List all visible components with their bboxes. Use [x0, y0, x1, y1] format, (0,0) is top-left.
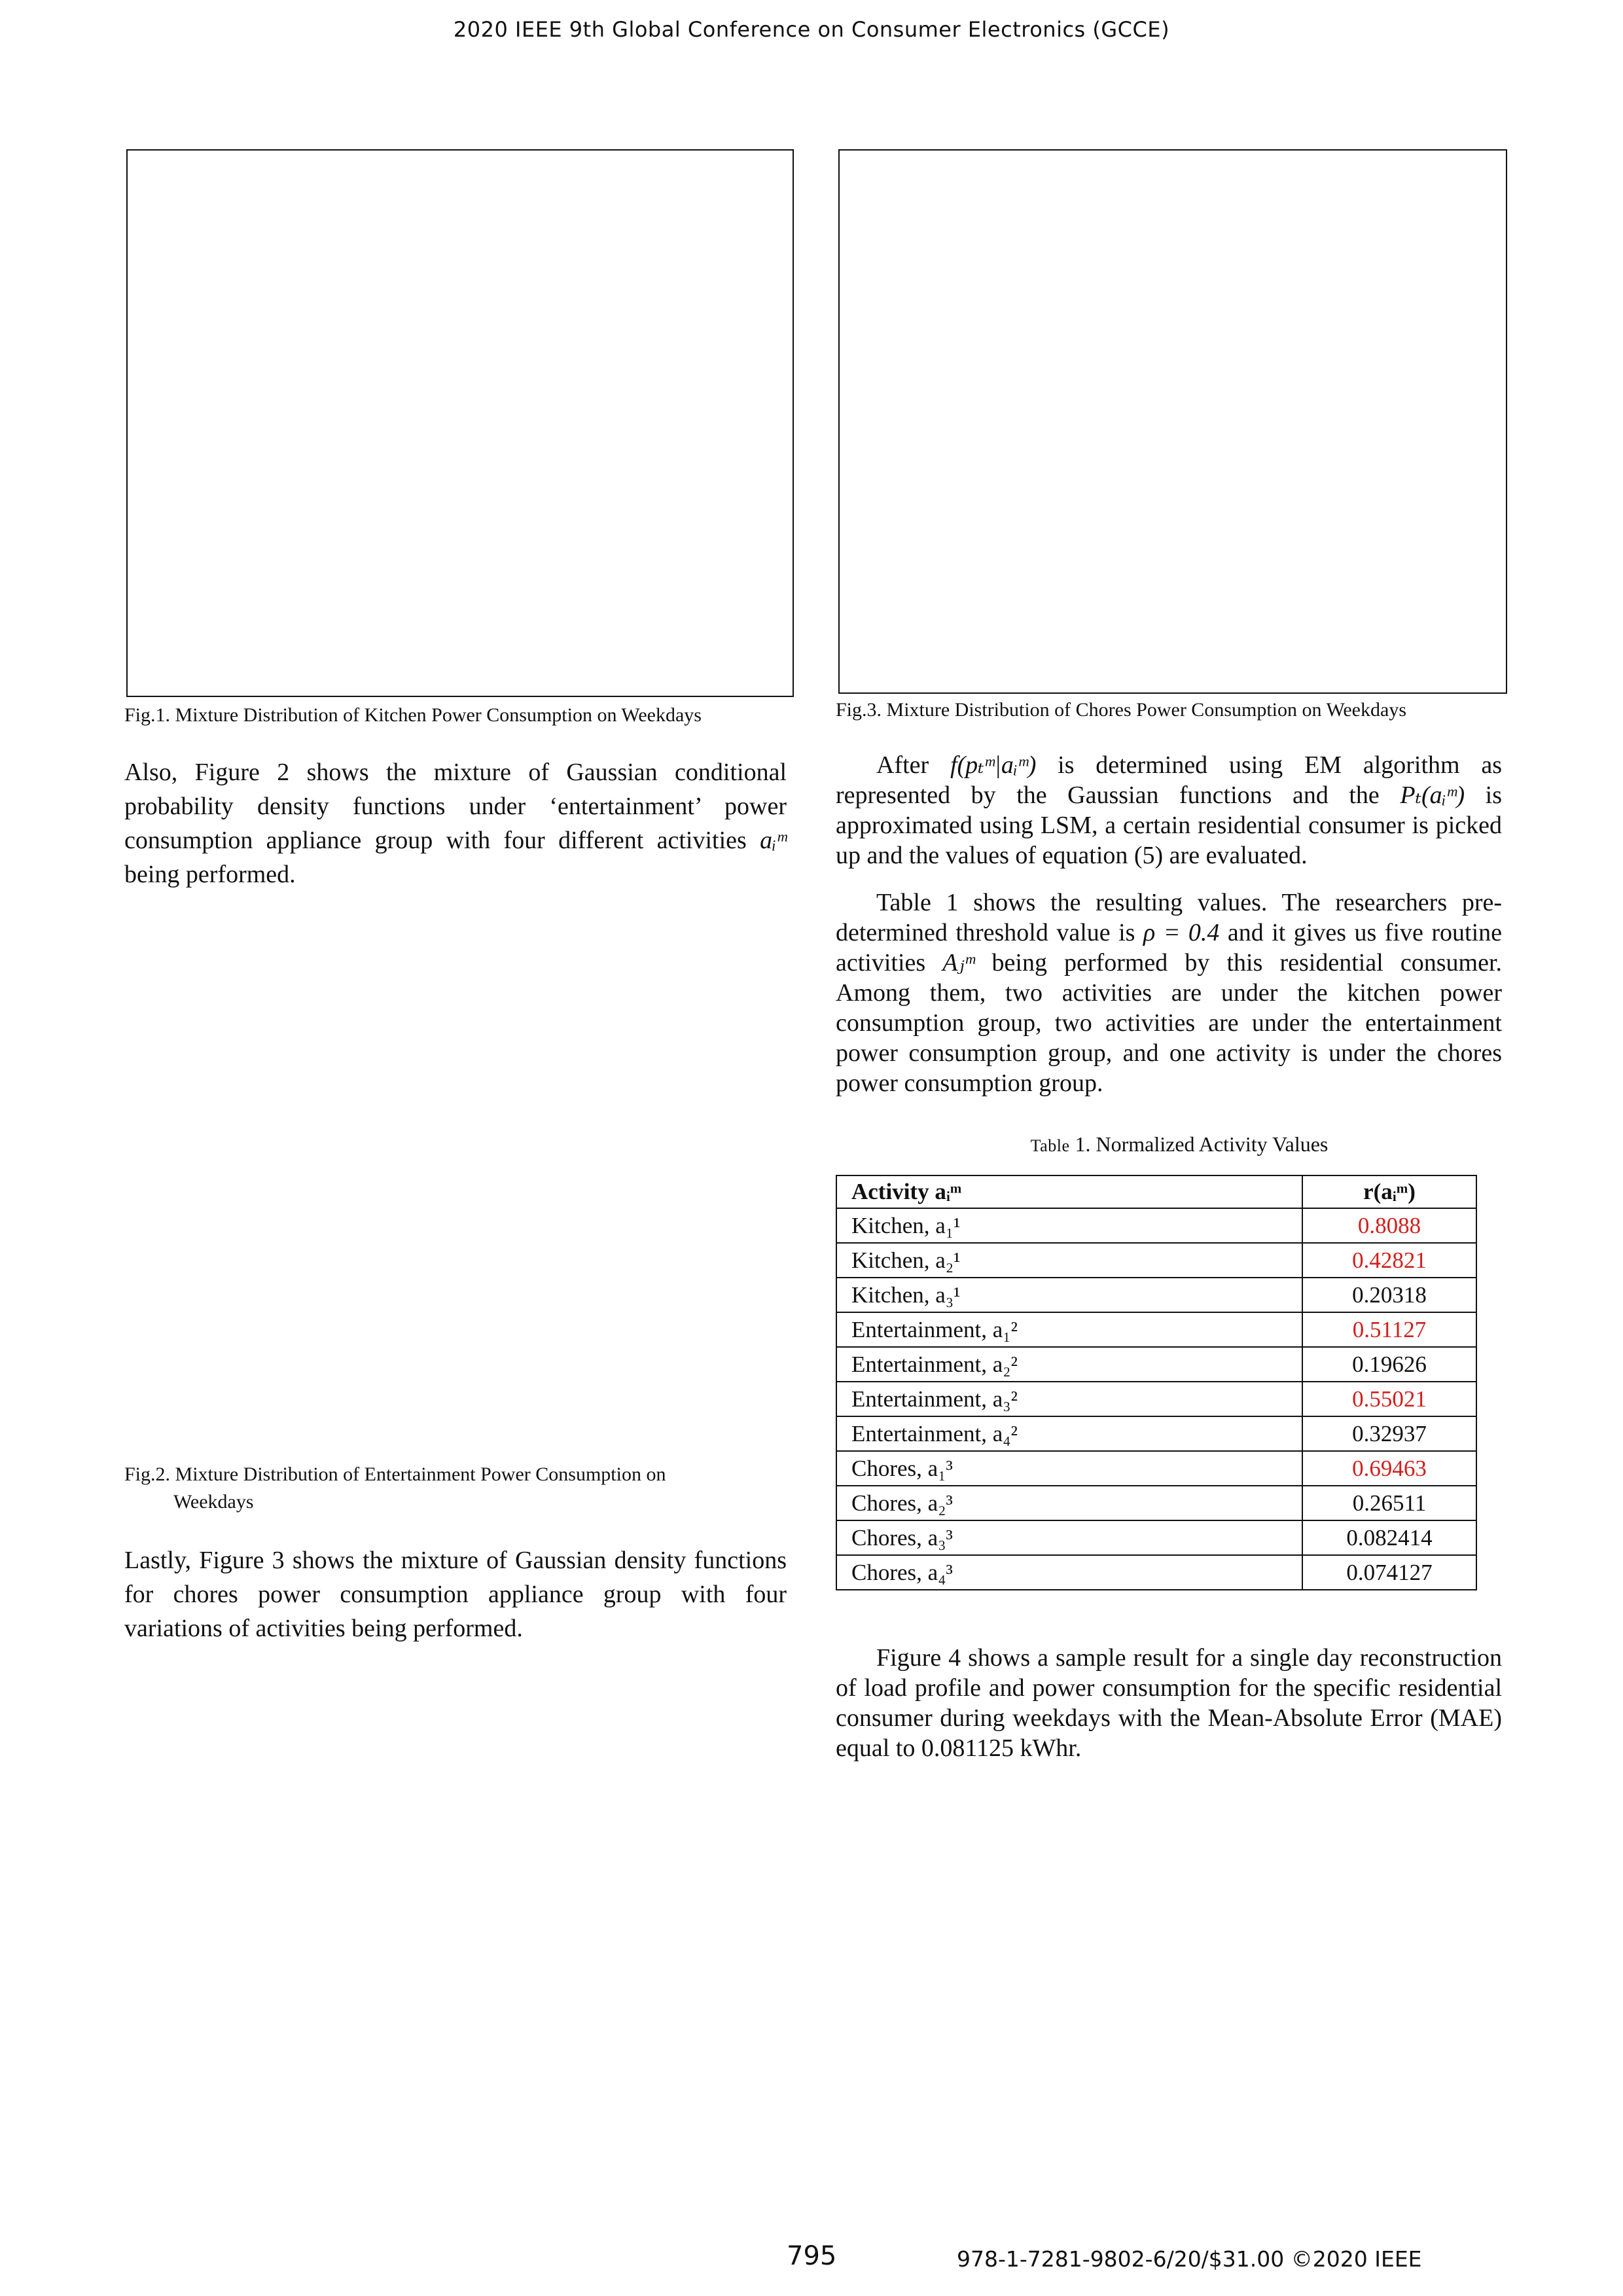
- right-paragraph-1: [836, 750, 1502, 870]
- figure-2-caption: [124, 1461, 805, 1516]
- conference-header: 2020 IEEE 9th Global Conference on Consumer Electronics (GCCE): [453, 17, 1170, 42]
- value-cell: 0.32937: [1302, 1416, 1476, 1451]
- threshold-math: ρ = 0.4: [1143, 919, 1220, 946]
- figure-2-caption-line-1: Fig.2. Mixture Distribution of Entertainment Power Consumption on: [124, 1463, 666, 1485]
- activity-cell: Entertainment, a₂²: [836, 1347, 1302, 1382]
- activity-cell: Chores, a₄³: [836, 1555, 1302, 1590]
- normalized-activity-table: [836, 1175, 1477, 1590]
- table-row: [836, 1312, 1476, 1347]
- activity-cell: Chores, a₃³: [836, 1520, 1302, 1555]
- page-number: 795: [787, 2241, 837, 2271]
- left-paragraph-2: Lastly, Figure 3 shows the mixture of Gaussian density functions for chores power consumption appliance group with four variations of activities being performed.: [124, 1547, 787, 1642]
- table-header-value: r(aᵢᵐ): [1302, 1175, 1476, 1208]
- value-cell: 0.69463: [1302, 1451, 1476, 1486]
- activity-cell: Entertainment, a₃²: [836, 1382, 1302, 1416]
- activity-cell: Kitchen, a₂¹: [836, 1243, 1302, 1278]
- value-cell: 0.51127: [1302, 1312, 1476, 1347]
- right-paragraph-1-a: After: [876, 751, 929, 779]
- table-row: [836, 1486, 1476, 1520]
- right-paragraph-2-c: being performed by this residential consumer. Among them, two activities are under the kitchen power consumption group, two activities are under the entertainment power consumption group, and one activity is under the chores power consumption group.: [836, 949, 1503, 1097]
- left-paragraph-1: [124, 755, 787, 891]
- right-paragraph-3: Figure 4 shows a sample result for a single day reconstruction of load profile and power consumption for the specific residential consumer during weekdays with the Mean-Absolute Error (MAE) equal to 0.081125 kWhr.: [836, 1644, 1502, 1762]
- table-row: [836, 1520, 1476, 1555]
- probability-math: Pₜ(aᵢᵐ): [1400, 781, 1465, 809]
- activity-cell: Chores, a₂³: [836, 1486, 1302, 1520]
- figure-3-caption: Fig.3. Mixture Distribution of Chores Power Consumption on Weekdays: [836, 699, 1406, 721]
- right-paragraph-1-c: is approximated using LSM, a certain residential consumer is picked up and the values of equation (5) are evaluated.: [836, 781, 1503, 869]
- figure-2-caption-line-2: Weekdays: [173, 1491, 254, 1513]
- value-cell: 0.55021: [1302, 1382, 1476, 1416]
- activity-cell: Kitchen, a₃¹: [836, 1278, 1302, 1312]
- value-cell: 0.42821: [1302, 1243, 1476, 1278]
- left-paragraph-1-text: Also, Figure 2 shows the mixture of Gaussian conditional probability density functions under ‘entertainment’ power consumption appliance group with four different activities: [124, 759, 787, 854]
- right-paragraph-2-b: and it gives us five routine activities: [836, 919, 1502, 977]
- conditional-density-math: f(pₜᵐ|aᵢᵐ): [950, 751, 1037, 779]
- table-row: [836, 1347, 1476, 1382]
- right-paragraph-2-a: Table 1 shows the resulting values. The researchers pre-determined threshold value is: [836, 889, 1502, 946]
- table-caption-prefix: Table: [1030, 1136, 1070, 1155]
- figure-3-placeholder: [838, 149, 1507, 694]
- value-cell: 0.20318: [1302, 1278, 1476, 1312]
- left-paragraph-1-tail: being performed.: [124, 861, 296, 888]
- activity-cell: Kitchen, a₁¹: [836, 1208, 1302, 1243]
- isbn-copyright-line: 978-1-7281-9802-6/20/$31.00 ©2020 IEEE: [957, 2246, 1422, 2272]
- activity-cell: Entertainment, a₄²: [836, 1416, 1302, 1451]
- table-body: [836, 1208, 1476, 1590]
- table-header-activity: Activity aᵢᵐ: [836, 1175, 1302, 1208]
- table-header-row: [836, 1175, 1476, 1208]
- activity-cell: Entertainment, a₁²: [836, 1312, 1302, 1347]
- activity-math-symbol: aᵢᵐ: [760, 827, 787, 854]
- value-cell: 0.19626: [1302, 1347, 1476, 1382]
- table-row: [836, 1382, 1476, 1416]
- table-row: [836, 1416, 1476, 1451]
- figure-1-placeholder: [126, 149, 794, 697]
- value-cell: 0.26511: [1302, 1486, 1476, 1520]
- right-paragraph-2: [836, 888, 1502, 1098]
- value-cell: 0.082414: [1302, 1520, 1476, 1555]
- table-row: [836, 1278, 1476, 1312]
- routine-activity-math: Aⱼᵐ: [942, 949, 975, 977]
- table-row: [836, 1208, 1476, 1243]
- table-row: [836, 1555, 1476, 1590]
- right-paragraph-1-b: is determined using EM algorithm as represented by the Gaussian functions and the: [836, 751, 1503, 809]
- value-cell: 0.074127: [1302, 1555, 1476, 1590]
- figure-1-caption: Fig.1. Mixture Distribution of Kitchen Power Consumption on Weekdays: [124, 704, 702, 726]
- table-caption: [836, 1132, 1523, 1157]
- table-row: [836, 1243, 1476, 1278]
- table-caption-text: 1. Normalized Activity Values: [1075, 1132, 1329, 1156]
- activity-cell: Chores, a₁³: [836, 1451, 1302, 1486]
- value-cell: 0.8088: [1302, 1208, 1476, 1243]
- table-row: [836, 1451, 1476, 1486]
